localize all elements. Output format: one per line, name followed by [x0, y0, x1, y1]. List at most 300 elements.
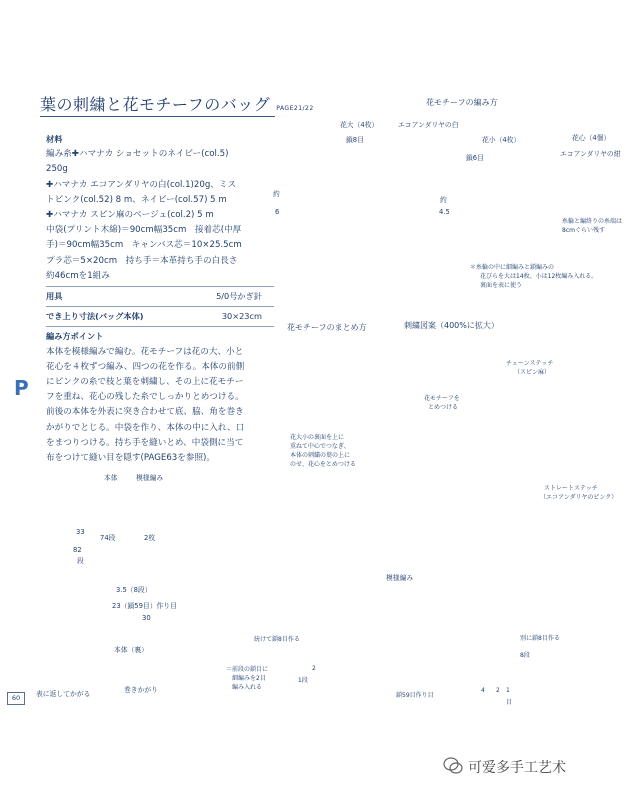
- center-color: エコアンダリヤの紺: [560, 150, 621, 158]
- embroidery-branch-leaf: [428, 490, 435, 493]
- chart-stitch: [389, 638, 399, 644]
- center-note: 糸輪と編終りの糸端は: [562, 218, 623, 225]
- page-number: 60: [7, 692, 25, 705]
- chart-stitch: [560, 608, 570, 614]
- chart-stitch: [545, 668, 555, 674]
- chart-stitch: [360, 648, 370, 654]
- straight-stitch-yarn: （エコアンダリヤのピンク）: [540, 494, 618, 501]
- embroidery-branch-leaf: [438, 470, 445, 473]
- motif-pattern-title: 花モチーフの編み方: [426, 98, 498, 107]
- motif-attach-label: 花モチーフを: [424, 395, 460, 402]
- stitch-chart-title: 模様編み: [386, 574, 414, 582]
- chart-stitch: [460, 628, 470, 634]
- chart-stitch: [332, 608, 342, 614]
- chart-stitch: [374, 618, 384, 624]
- chart-stitch: [389, 618, 399, 624]
- embroidery-branch-leaf: [455, 370, 460, 381]
- chart-stitch: [488, 668, 498, 674]
- chart-stitch: [574, 668, 584, 674]
- chart-stitch: [346, 608, 356, 614]
- chart-stitch: [574, 628, 584, 634]
- flower-placement-center: [514, 350, 522, 358]
- chart-stitch: [560, 628, 570, 634]
- whip-stitch-label: 巻きかがり: [124, 686, 158, 694]
- embroidery-branch-leaf: [507, 553, 512, 559]
- chart-stitch: [460, 608, 470, 614]
- chart-stitch: [346, 628, 356, 634]
- chart-stitch: [474, 628, 484, 634]
- small-flower-label: 花小（4枚）: [482, 136, 521, 144]
- points-line: 前後の本体を外表に突き合わせて底、脇、角を巻き: [46, 407, 244, 418]
- chart-stitch: [474, 658, 484, 664]
- chart-stitch: [531, 648, 541, 654]
- chart-stitch: [560, 658, 570, 664]
- chart-stitch: [317, 658, 327, 664]
- chart-stitch: [545, 648, 555, 654]
- chart-stitch: [289, 608, 299, 614]
- chart-stitch: [474, 618, 484, 624]
- embroidery-branch-leaf: [404, 348, 410, 360]
- chart-stitch: [517, 608, 527, 614]
- chart-stitch: [389, 628, 399, 634]
- chart-stitch: [446, 668, 456, 674]
- chart-stitch: [503, 628, 513, 634]
- chart-stitch: [446, 648, 456, 654]
- chart-stitch: [545, 608, 555, 614]
- embroidery-branch-leaf: [531, 404, 535, 412]
- chart-stitch: [332, 668, 342, 674]
- assembly-note: 重ねて中心でつなぎ、: [290, 443, 350, 450]
- chart-stitch: [431, 598, 441, 604]
- chart-stitch: [275, 598, 285, 604]
- chart-stitch: [488, 628, 498, 634]
- chart-stitch: [346, 658, 356, 664]
- wechat-icon: [443, 756, 463, 776]
- embroidery-branch-leaf: [540, 408, 544, 416]
- chart-stitch: [289, 668, 299, 674]
- motif-note: ＊糸輪の中に細編みと鎖編みの: [470, 264, 555, 271]
- chart-stitch: [317, 608, 327, 614]
- motif-attach-label: とめつける: [428, 404, 459, 411]
- chart-stitch: [417, 668, 427, 674]
- embroidery-branch-leaf: [540, 406, 548, 408]
- chart-stitch: [574, 598, 584, 604]
- chart-stitch: [488, 658, 498, 664]
- bag-label: 本体（裏）: [114, 646, 148, 654]
- chart-stitch: [374, 608, 384, 614]
- tools-row: [46, 289, 274, 304]
- materials-line: ✚ハマナカ スピン麻のベージュ(col.2) 5 m: [46, 210, 214, 221]
- chart-stitch: [474, 608, 484, 614]
- chart-stitch: [531, 598, 541, 604]
- chart-stitch: [260, 608, 270, 614]
- chart-stitch: [260, 598, 270, 604]
- chart-stitch: [560, 598, 570, 604]
- materials-line: トピンク(col.52) 8 m、ネイビー(col.57) 5 m: [46, 194, 227, 205]
- chart-stitch: [403, 668, 413, 674]
- chart-stitch: [374, 628, 384, 634]
- chart-stitch: [488, 618, 498, 624]
- chart-stitch: [403, 618, 413, 624]
- title-main: 葉の刺繍と花モチーフのバッグ: [40, 95, 271, 114]
- embroidery-branch-leaf: [492, 437, 493, 445]
- chart-stitch: [360, 668, 370, 674]
- embroidery-branch-leaf: [523, 401, 527, 409]
- chain-stitch-label: チェーンステッチ: [506, 360, 554, 367]
- title-divider: [40, 116, 275, 117]
- stitch-right-note: 別に鎖8目作る: [520, 635, 560, 642]
- chart-stitch: [446, 608, 456, 614]
- chart-stitch: [431, 648, 441, 654]
- points-line: フを重ね、花心の残した糸でしっかりとめつける。: [46, 392, 244, 403]
- chart-stitch: [488, 608, 498, 614]
- chart-stitch: [531, 618, 541, 624]
- embroidery-branch-leaf: [485, 443, 486, 451]
- flower-placement-center: [411, 469, 421, 479]
- chart-stitch: [545, 618, 555, 624]
- points-line: かがりでとじる。中袋を作り、本体の中に入れ、口: [46, 422, 245, 433]
- embroidery-branch-leaf: [413, 352, 419, 364]
- embroidery-branch-leaf: [442, 460, 450, 463]
- chart-stitch: [431, 658, 441, 664]
- chart-stitch: [303, 628, 313, 634]
- embroidery-branch-leaf: [432, 448, 434, 458]
- chart-stitch: [360, 618, 370, 624]
- chart-stitch: [374, 668, 384, 674]
- chart-stitch: [246, 598, 256, 604]
- embroidery-branch-leaf: [503, 449, 510, 458]
- points-line: 布をつけて縫い目を隠す(PAGE63を参照)。: [46, 453, 215, 464]
- chart-stitch: [417, 658, 427, 664]
- chart-stitch: [303, 608, 313, 614]
- center-note: 8cmぐらい残す: [562, 227, 605, 234]
- points-line: にピンクの糸で枝と葉を刺繍し、その上に花モチー: [46, 377, 244, 388]
- chain-stitch-yarn: （スピン麻）: [514, 369, 551, 376]
- large-flower-petal: [337, 152, 359, 202]
- chart-stitch: [531, 608, 541, 614]
- chart-stitch: [403, 638, 413, 644]
- assembly-note: のせ、花心をとめつける: [290, 461, 356, 468]
- large-flower-petal: [296, 206, 345, 218]
- chart-stitch: [503, 598, 513, 604]
- chart-stitch: [389, 658, 399, 664]
- chart-stitch: [275, 618, 285, 624]
- embroidery-branch-leaf: [404, 344, 417, 348]
- chart-stitch: [517, 618, 527, 624]
- chart-stitch: [474, 648, 484, 654]
- flower-center-diagram: [571, 150, 604, 212]
- chart-stitch: [460, 618, 470, 624]
- embroidery-branch-leaf: [514, 397, 518, 406]
- embroidery-branch: [548, 412, 604, 478]
- embroidery-branch-leaf: [423, 455, 425, 464]
- stitch-col-2: 2: [496, 687, 500, 694]
- embroidery-branch-leaf: [503, 468, 510, 476]
- chart-stitch: [417, 608, 427, 614]
- flower-placement: [407, 465, 425, 483]
- embroidery-branch-leaf: [478, 450, 479, 457]
- assembly-small-center: [316, 370, 328, 382]
- embroidery-branch-leaf: [598, 471, 606, 472]
- small-dim-value: 4.5: [439, 208, 450, 216]
- chart-stitch: [317, 618, 327, 624]
- chart-stitch: [317, 628, 327, 634]
- embroidery-branch-leaf: [465, 430, 467, 439]
- chart-stitch: [346, 648, 356, 654]
- chart-stitch: [260, 618, 270, 624]
- chart-stitch: [360, 628, 370, 634]
- chart-stitch: [275, 668, 285, 674]
- small-flower-petal: [491, 195, 524, 204]
- large-flower-petal: [363, 181, 412, 213]
- chart-stitch: [332, 598, 342, 604]
- chart-stitch: [503, 608, 513, 614]
- stitch-row-note: 続けて鎖8目作る: [254, 636, 300, 643]
- embroidery-branch-leaf: [523, 398, 532, 401]
- materials-heading: 材料: [46, 134, 63, 144]
- embroidery-branch-leaf: [503, 459, 510, 468]
- chart-stitch: [403, 608, 413, 614]
- chart-stitch: [460, 648, 470, 654]
- points-line: をまつりつける。持ち手を縫いとめ、中袋側に当て: [46, 437, 244, 448]
- straight-stitch-label: ストレートステッチ: [544, 485, 598, 492]
- assembly-title: 花モチーフのまとめ方: [287, 323, 367, 332]
- large-flower-petal: [299, 181, 348, 213]
- divider: [46, 286, 274, 287]
- chart-stitch: [446, 628, 456, 634]
- embroidery-branch-leaf: [506, 393, 510, 402]
- embroidery-branch-leaf: [485, 437, 493, 438]
- motif-note: 裏面を表に使う: [480, 282, 523, 289]
- instructions-column: [46, 132, 274, 466]
- chart-stitch: [431, 668, 441, 674]
- chart-stitch: [389, 668, 399, 674]
- large-flower-petal: [299, 212, 348, 244]
- embroidery-branch-leaf: [504, 487, 511, 495]
- chart-stitch: [374, 598, 384, 604]
- size-value: 30×23cm: [221, 311, 262, 322]
- embroidery-branch-leaf: [424, 500, 430, 503]
- large-flower-chain: 鎖8目: [346, 136, 364, 144]
- materials-line: ✚ハマナカ エコアンダリヤの白(col.1)20g、ミス: [46, 179, 237, 190]
- embroidery-branch-leaf: [471, 457, 472, 464]
- chart-stitch: [360, 608, 370, 614]
- chart-stitch: [560, 618, 570, 624]
- chart-stitch: [560, 668, 570, 674]
- divider: [46, 306, 274, 307]
- chart-stitch: [488, 638, 498, 644]
- embroidery-branch-leaf: [452, 440, 460, 444]
- small-dim-label: 約: [440, 196, 447, 204]
- chart-stitch: [560, 648, 570, 654]
- stitch-legend: 細編みを2目: [232, 675, 266, 682]
- embroidery-branch-leaf: [510, 449, 518, 458]
- chart-stitch: [460, 658, 470, 664]
- body-height: 33: [76, 528, 85, 536]
- body-label: 本体: [104, 474, 118, 482]
- chart-stitch: [531, 668, 541, 674]
- materials-line: 編み糸✚ハマナカ ショセットのネイビー(col.5): [46, 149, 229, 160]
- motif-note: 花びらを大は14枚、小は12枚編み入れる。: [480, 273, 598, 280]
- chart-stitch: [332, 618, 342, 624]
- large-flower-label: 花大（4枚）: [340, 121, 379, 129]
- size-label: でき上り寸法(バッグ本体): [46, 311, 144, 322]
- body-foundation: 23（鎖59目）作り目: [112, 602, 177, 610]
- chart-stitch: [374, 638, 384, 644]
- large-flower-petal: [353, 152, 375, 202]
- chart-stitch: [574, 658, 584, 664]
- chart-stitch: [503, 618, 513, 624]
- embroidery-branch-leaf: [507, 563, 512, 569]
- small-flower-center: [473, 191, 491, 209]
- embroidery-branch-leaf: [560, 427, 571, 429]
- large-flower-color: エコアンダリヤの白: [398, 121, 459, 129]
- small-flower-petal: [477, 209, 486, 242]
- embroidery-branch-leaf: [480, 382, 485, 392]
- assembly-small-ring: [318, 372, 325, 379]
- chart-stitch: [317, 638, 327, 644]
- assembly-large-petal-stitch: [328, 384, 345, 406]
- embroidery-branch-leaf: [396, 476, 398, 484]
- body-count: 2枚: [144, 534, 156, 542]
- chart-stitch: [332, 638, 342, 644]
- chart-stitch: [346, 598, 356, 604]
- embroidery-branch-leaf: [505, 506, 511, 513]
- chart-stitch: [417, 598, 427, 604]
- body-width: 30: [142, 614, 151, 622]
- chart-stitch: [403, 598, 413, 604]
- small-flower-ring: [477, 195, 488, 206]
- stitch-col-1: 1: [506, 687, 510, 694]
- materials-line: 手)＝90cm幅35cm キャンバス芯＝10×25.5cm: [46, 240, 242, 251]
- body-height-rows: 82: [73, 546, 82, 554]
- embroidery-branch-leaf: [450, 434, 452, 445]
- materials-line: 中袋(プリント木綿)＝90cm幅35cm 接着芯(中厚: [46, 225, 242, 236]
- chart-stitch: [403, 658, 413, 664]
- embroidery-branch-leaf: [592, 463, 600, 464]
- chart-stitch: [460, 638, 470, 644]
- chart-stitch: [332, 658, 342, 664]
- embroidery-branch-leaf: [433, 480, 440, 483]
- chart-stitch: [431, 638, 441, 644]
- embroidery-title: 刺繍図案（400%に拡大）: [404, 321, 499, 330]
- chart-stitch: [560, 638, 570, 644]
- embroidery-branch-leaf: [430, 359, 436, 370]
- chart-stitch: [389, 608, 399, 614]
- chart-stitch: [317, 668, 327, 674]
- embroidery-branch-leaf: [438, 363, 443, 374]
- bag-side-label: 表に返してかがる: [36, 690, 91, 698]
- large-dim-label: 約: [273, 190, 280, 198]
- divider: [46, 326, 274, 327]
- chart-stitch: [503, 658, 513, 664]
- embroidery-branch-leaf: [585, 456, 594, 457]
- chart-stitch: [545, 658, 555, 664]
- chart-stitch: [517, 668, 527, 674]
- embroidery-branch-leaf: [441, 441, 443, 451]
- chart-stitch: [246, 618, 256, 624]
- tools-value: 5/0号かぎ針: [216, 291, 262, 302]
- chart-stitch: [346, 638, 356, 644]
- embroidery-branch-leaf: [413, 348, 426, 352]
- size-row: [46, 309, 274, 324]
- chart-stitch: [417, 638, 427, 644]
- embroidery-branch-leaf: [472, 378, 477, 388]
- chart-stitch: [374, 658, 384, 664]
- chart-stitch: [574, 608, 584, 614]
- chart-stitch: [275, 648, 285, 654]
- body-gap: 3.5（8段）: [116, 586, 152, 594]
- page-title: [40, 92, 314, 115]
- embroidery-branch-leaf: [505, 497, 511, 505]
- chart-stitch: [446, 638, 456, 644]
- chart-stitch: [246, 648, 256, 654]
- brand-name: 可爱多手工艺术: [468, 760, 566, 776]
- chart-stitch: [503, 668, 513, 674]
- assembly-large-petal-stitch: [298, 384, 315, 406]
- chart-stitch: [289, 648, 299, 654]
- embroidery-branch-leaf: [511, 487, 518, 495]
- assembly-note: 花大小の裏面を上に: [290, 434, 345, 441]
- page-ref: PAGE21/22: [276, 105, 314, 112]
- flower-placement: [521, 505, 543, 527]
- chart-stitch: [360, 638, 370, 644]
- chart-stitch: [374, 648, 384, 654]
- embroidery-branch-leaf: [510, 459, 517, 468]
- large-flower-petal: [337, 221, 359, 271]
- assembly-large-petal-stitch: [328, 346, 345, 368]
- embroidery-branch-leaf: [511, 515, 517, 522]
- embroidery-branch-leaf: [506, 544, 511, 550]
- chart-stitch: [360, 658, 370, 664]
- embroidery-branch-leaf: [506, 525, 512, 532]
- chart-stitch: [389, 598, 399, 604]
- chart-stitch: [446, 658, 456, 664]
- chart-stitch: [360, 598, 370, 604]
- chart-stitch: [275, 658, 285, 664]
- chart-stitch: [574, 648, 584, 654]
- small-flower-chain: 鎖6目: [466, 154, 484, 162]
- stitch-row-2: 2: [312, 665, 316, 672]
- chart-stitch: [488, 648, 498, 654]
- chart-stitch: [332, 648, 342, 654]
- chart-stitch: [246, 608, 256, 614]
- chart-stitch: [303, 638, 313, 644]
- body-rows: 74段: [100, 534, 116, 542]
- chart-stitch: [431, 608, 441, 614]
- body-height-unit: 段: [77, 557, 84, 565]
- embroidery-branch-leaf: [504, 478, 511, 486]
- embroidery-branch-leaf: [425, 510, 426, 516]
- chart-stitch: [474, 638, 484, 644]
- materials-line: 約46cmを1組み: [46, 270, 110, 281]
- stitch-legend: ＝前段の鎖目に: [226, 666, 269, 673]
- large-flower-petal: [353, 221, 375, 271]
- assembly-note: 本体の刺繍の葉の上に: [290, 452, 351, 459]
- chart-stitch: [446, 598, 456, 604]
- stitch-right-rows: 8段: [520, 652, 530, 659]
- chart-stitch: [303, 658, 313, 664]
- embroidery-branch-leaf: [511, 525, 517, 532]
- large-flower-ring: [349, 205, 362, 218]
- chart-stitch: [289, 598, 299, 604]
- embroidery-branch-leaf: [506, 534, 511, 541]
- chart-stitch: [289, 618, 299, 624]
- chart-stitch: [317, 648, 327, 654]
- chart-stitch: [403, 648, 413, 654]
- chart-stitch: [460, 668, 470, 674]
- embroidery-branch-leaf: [505, 515, 511, 522]
